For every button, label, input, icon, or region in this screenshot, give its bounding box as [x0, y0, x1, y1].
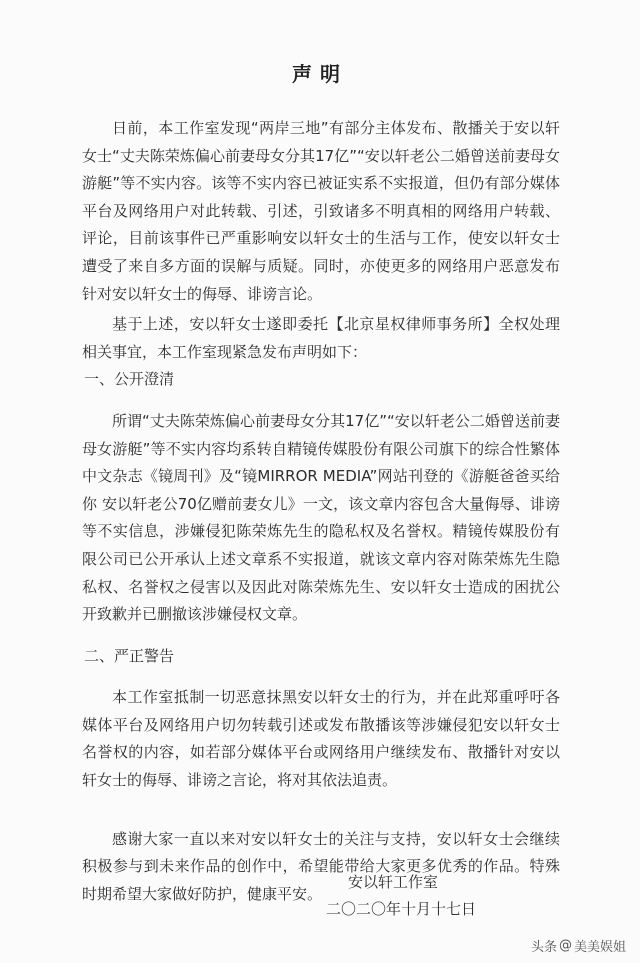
- at-icon: @: [558, 938, 572, 953]
- paragraph-clarification: 所谓“丈夫陈荣炼偏心前妻母女分其17亿”“安以轩老公二婚曾送前妻母女游艇”等不实内容均系转自精镜传媒股份有限公司旗下的综合性繁体中文杂志《镜周刊》及“镜MIRROR MEDIA”网站刊登的《游艇爸爸买给你 安以轩老公70亿赠前妻女儿》一文，该文章内容包含大量侮辱、诽谤等不实信息，涉嫌侵犯陈荣炼先生的隐私权及名誉权。精镜传媒股份有限公司已公开承认上述文章系不实报道，就该文章内容对陈荣炼先生隐私权、名誉权之侵害以及因此对陈荣炼先生、安以轩女士造成的困扰公开致歉并已删撤该涉嫌侵权文章。: [82, 411, 560, 624]
- signature-org: 安以轩工作室: [348, 873, 439, 891]
- paragraph-entrust: 基于上述，安以轩女士遂即委托【北京星权律师事务所】全权处理相关事宜，本工作室现紧急发布声明如下：: [82, 315, 560, 361]
- paragraph-warning: 本工作室抵制一切恶意抹黑安以轩女士的行为，并在此郑重呼吁各媒体平台及网络用户切勿转载引述或发布散播该等涉嫌侵犯安以轩女士名誉权的内容，如若部分媒体平台或网络用户继续发布、散播针对安以轩女士的侮辱、诽谤之言论，将对其依法追责。: [82, 688, 560, 790]
- section-heading-clarification: 一、公开澄清: [84, 370, 175, 389]
- watermark: [531, 936, 626, 955]
- section-heading-warning: 二、严正警告: [84, 646, 175, 665]
- watermark-platform: 头条: [530, 940, 557, 955]
- document-title: 声明: [292, 62, 348, 86]
- signature-date: 二〇二〇年十月十七日: [326, 900, 477, 918]
- paragraph-intro: 日前，本工作室发现“两岸三地”有部分主体发布、散播关于安以轩女士“丈夫陈荣炼偏心前妻母女分其17亿”“安以轩老公二婚曾送前妻母女游艇”等不实内容。该等不实内容已被证实系不实报道，但仍有部分媒体平台及网络用户对此转载、引述，引致诸多不明真相的网络用户转载、评论，目前该事件已严重影响安以轩女士的生活与工作，使安以轩女士遭受了来自多方面的误解与质疑。同时，亦使更多的网络用户恶意发布针对安以轩女士的侮辱、诽谤言论。: [82, 119, 560, 303]
- document-body: [82, 115, 560, 908]
- signature-block: [326, 869, 476, 923]
- paragraph-thanks: 感谢大家一直以来对安以轩女士的关注与支持，安以轩女士会继续积极参与到未来作品的创作中，希望能带给大家更多优秀的作品。特殊时期希望大家做好防护，健康平安。: [82, 829, 560, 903]
- watermark-account: 美美娱姐: [573, 940, 626, 955]
